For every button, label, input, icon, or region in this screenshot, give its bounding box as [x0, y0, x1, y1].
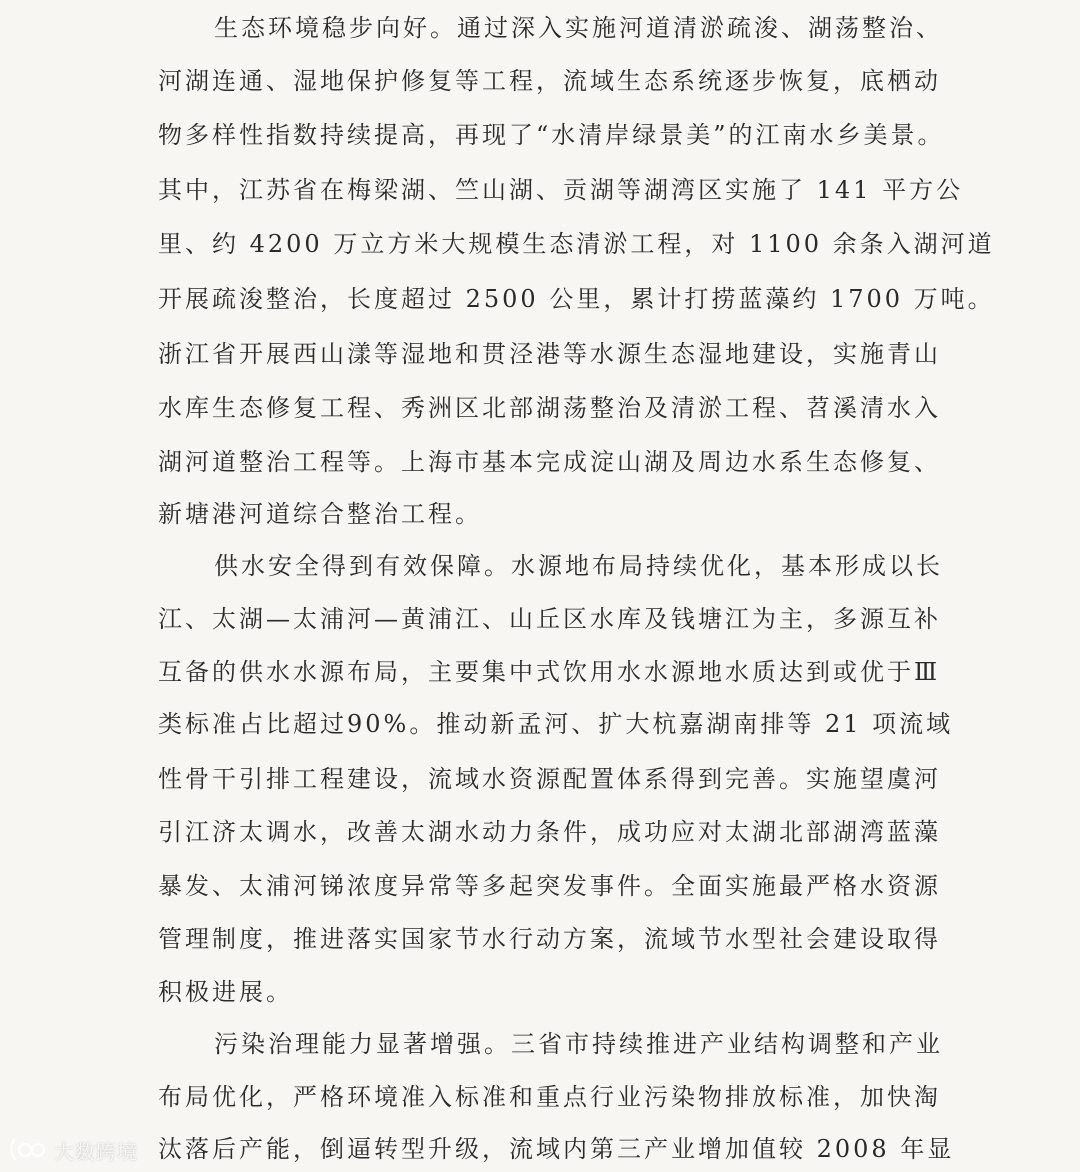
text-line: 新塘港河道综合整治工程。: [158, 500, 482, 528]
text-line: 类标准占比超过90%。推动新孟河、扩大杭嘉湖南排等 21 项流域: [158, 710, 954, 738]
text-line: 物多样性指数持续提高，再现了“水清岸绿景美”的江南水乡美景。: [158, 121, 945, 149]
text-line: 开展疏浚整治，长度超过 2500 公里，累计打捞蓝藻约 1700 万吨。: [158, 285, 995, 313]
text-line: 河湖连通、湿地保护修复等工程，流域生态系统逐步恢复，底栖动: [158, 67, 941, 95]
text-line: 生态环境稳步向好。通过深入实施河道清淤疏浚、湖荡整治、: [214, 14, 943, 42]
text-line: 湖河道整治工程等。上海市基本完成淀山湖及周边水系生态修复、: [158, 448, 941, 476]
text-line: 污染治理能力显著增强。三省市持续推进产业结构调整和产业: [214, 1030, 943, 1058]
text-line: 其中，江苏省在梅梁湖、竺山湖、贡湖等湖湾区实施了 141 平方公: [158, 176, 964, 204]
text-line: 积极进展。: [158, 978, 293, 1006]
text-line: 互备的供水水源布局，主要集中式饮用水水源地水质达到或优于Ⅲ: [158, 658, 941, 686]
text-line: 水库生态修复工程、秀洲区北部湖荡整治及清淤工程、苕溪清水入: [158, 394, 941, 422]
text-line: 里、约 4200 万立方米大规模生态清淤工程，对 1100 余条入湖河道: [158, 230, 995, 258]
watermark-text: 大数跨境: [54, 1139, 138, 1164]
brand-logo-icon: [8, 1136, 48, 1164]
text-line: 江、太湖—太浦河—黄浦江、山丘区水库及钱塘江为主，多源互补: [158, 605, 941, 633]
text-line: 引江济太调水，改善太湖水动力条件，成功应对太湖北部湖湾蓝藻: [158, 818, 941, 846]
text-line: 汰落后产能，倒逼转型升级，流域内第三产业增加值较 2008 年显: [158, 1135, 955, 1163]
text-line: 管理制度，推进落实国家节水行动方案，流域节水型社会建设取得: [158, 925, 941, 953]
text-line: 浙江省开展西山漾等湿地和贯泾港等水源生态湿地建设，实施青山: [158, 340, 941, 368]
text-line: 布局优化，严格环境准入标准和重点行业污染物排放标准，加快淘: [158, 1083, 941, 1111]
watermark: [8, 1133, 138, 1167]
text-line: 暴发、太浦河锑浓度异常等多起突发事件。全面实施最严格水资源: [158, 872, 941, 900]
text-line: 性骨干引排工程建设，流域水资源配置体系得到完善。实施望虞河: [158, 765, 941, 793]
text-line: 供水安全得到有效保障。水源地布局持续优化，基本形成以长: [214, 552, 943, 580]
